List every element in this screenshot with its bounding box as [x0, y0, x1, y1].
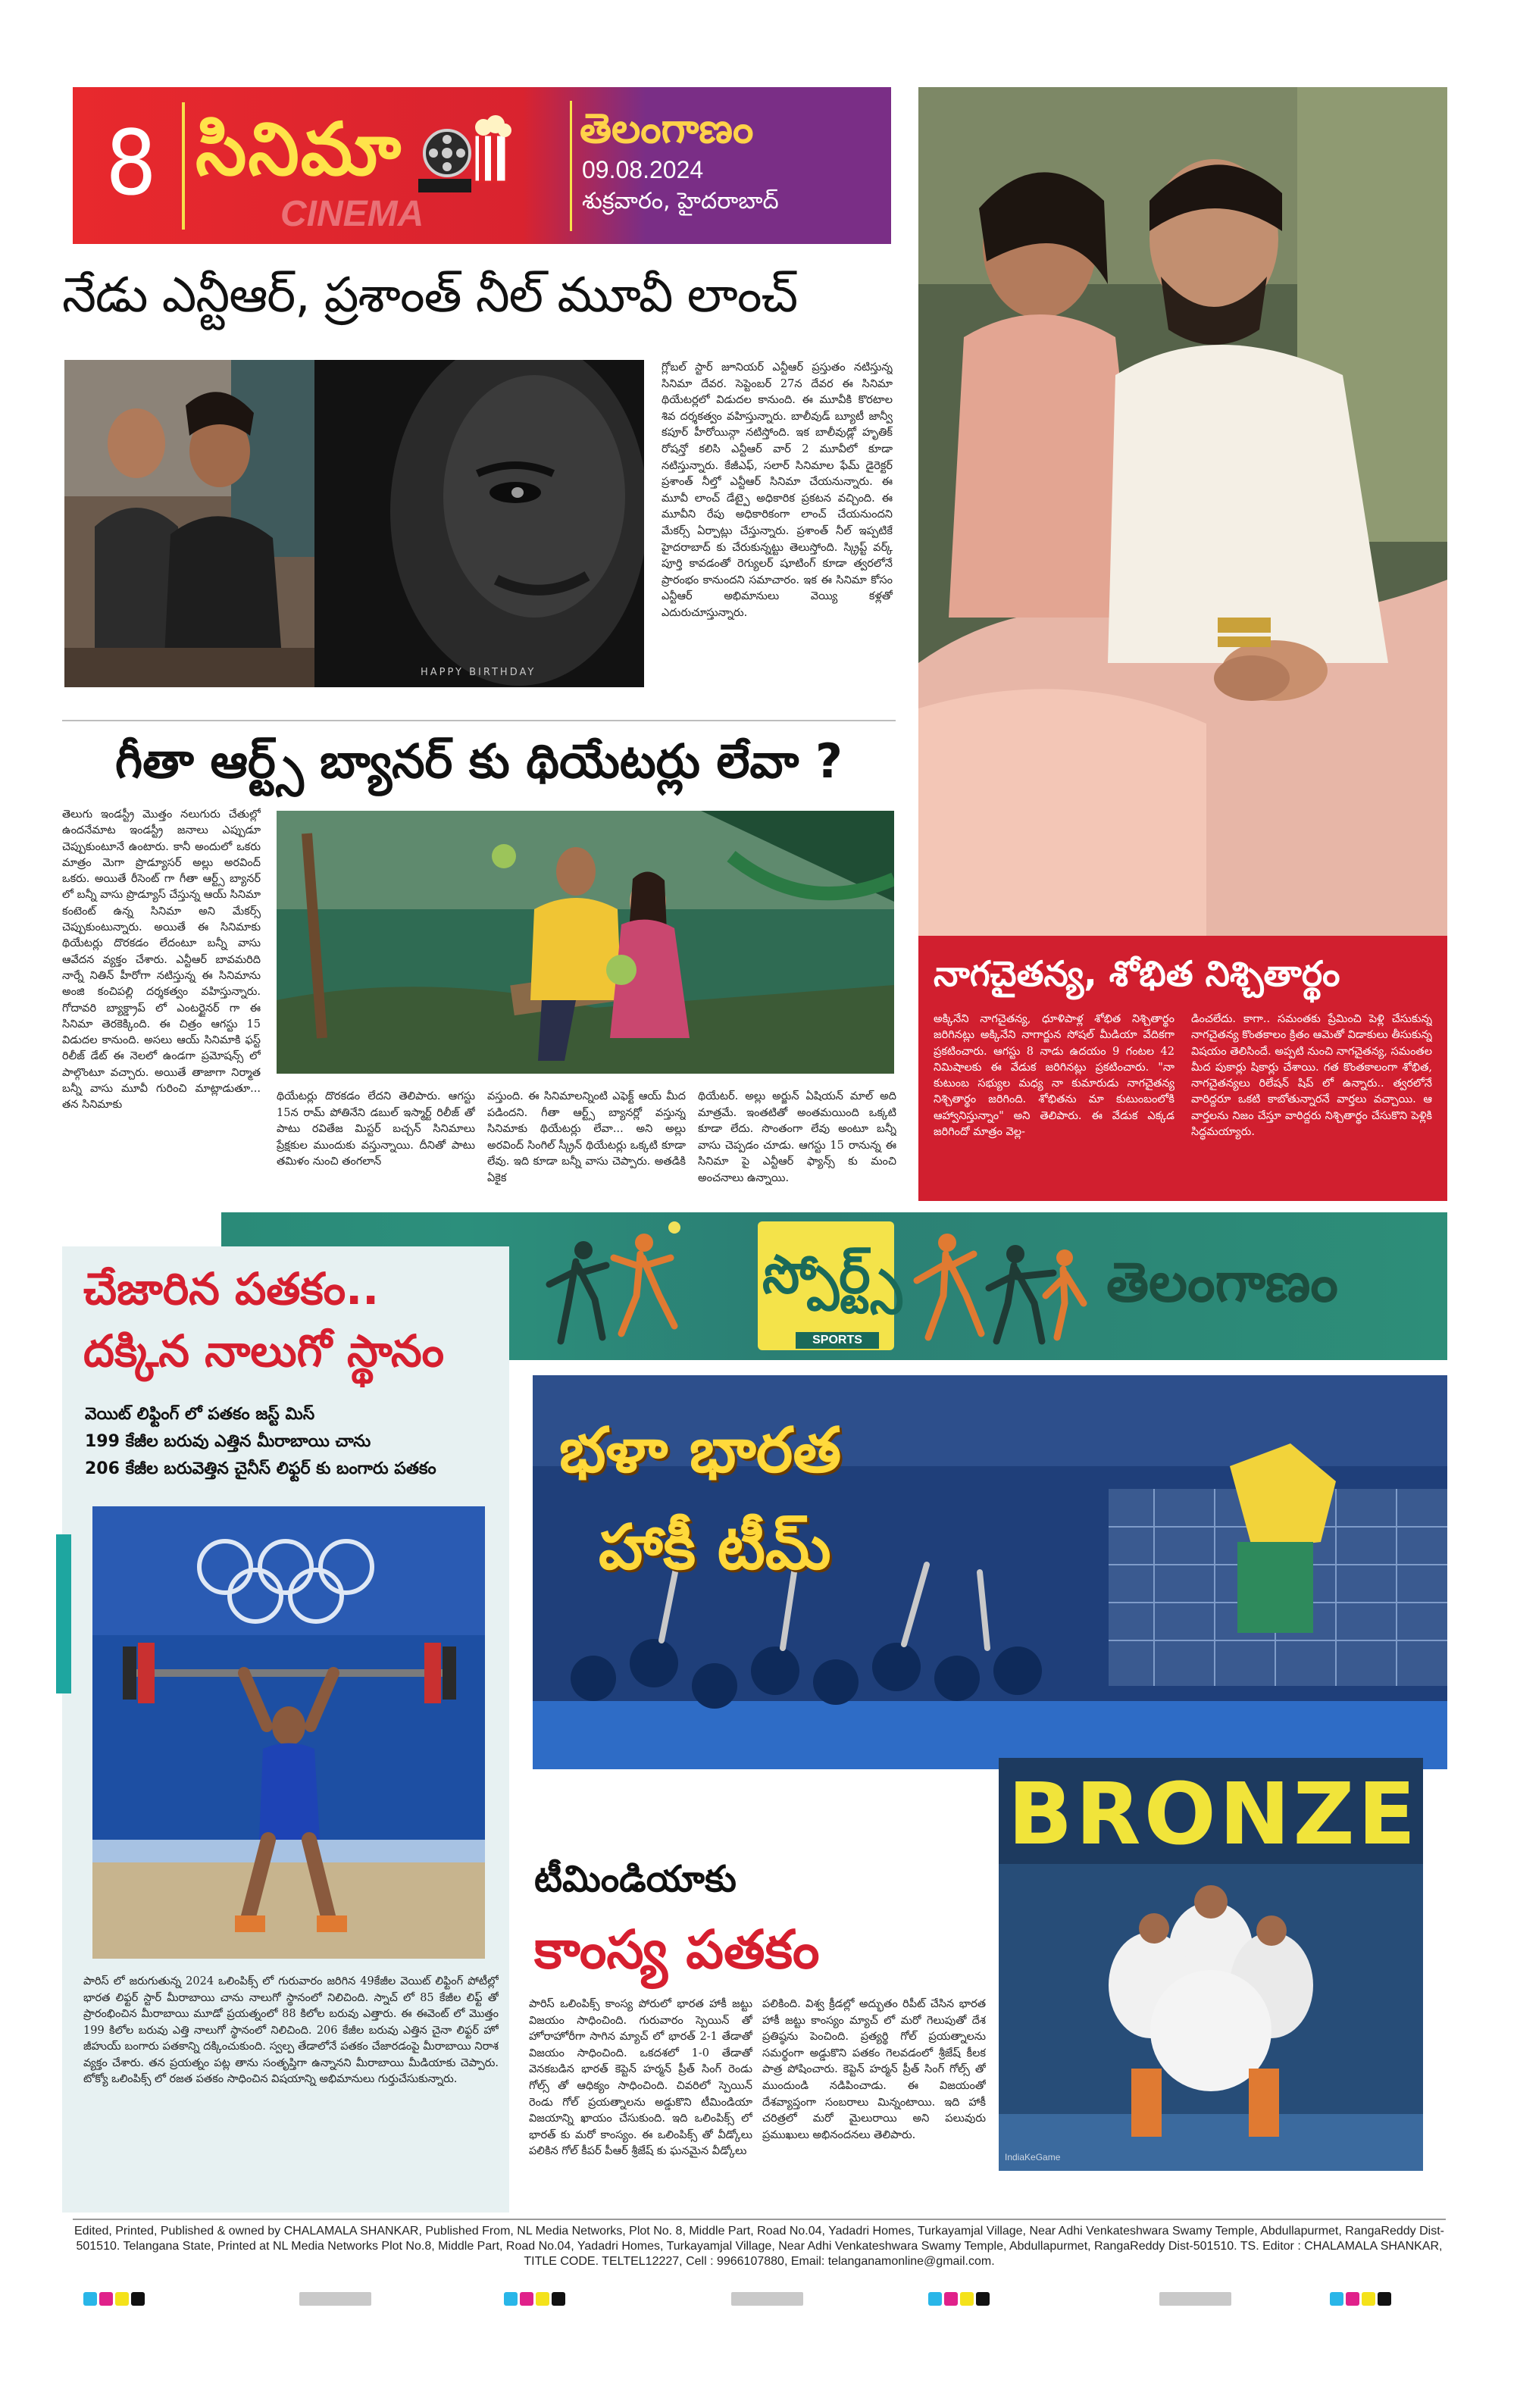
masthead-divider: [182, 102, 185, 230]
weightlifting-body: పారిస్ లో జరుగుతున్న 2024 ఒలింపిక్స్ లో గురువారం జరిగిన 49కేజీల వెయిట్ లిఫ్టింగ్ పోటీల్లో భారత లిఫ్టర్ స్టార్ మీరాబాయి చాను నాలుగో స్థానంలో నిలిచింది. స్నాచ్ లో 85 కేజీల లిఫ్ట్ తో ప్రారంభించిన మీరాబాయి మూడో ప్రయత్నంలో 88 కిలోల బరువు ఎత్తారు. ఈ ఈవెంట్ లో మొత్తం 199 కిలోల బరువు ఎత్తి నాలుగో స్థానంలో నిలిచింది. 206 కేజీల బరువు ఎత్తిన చైనా లిఫ్టర్ హో జీహుయ్ బంగారు పతకాన్ని దక్కించుకుంది. స్వల్ప తేడాలోనే పతకం చేజారడంపై మీరాబాయి నిరాశ వ్యక్తం చేశారు. తన ప్రయత్నం పట్ల తాను సంతృప్తిగా ఉన్నానని మీరాబాయి మీడియాకు చెప్పారు. టోక్యో ఒలింపిక్స్ లో రజత పతకం సాధించిన విషయాన్ని అభిమానులు గుర్తుచేసుకున్నారు.: [83, 1975, 499, 2085]
grey-registration-bar: [299, 2292, 371, 2306]
issue-date: 09.08.2024: [582, 156, 704, 183]
paper-name: తెలంగాణం: [580, 105, 754, 152]
hockey-body-col-2: పలికింది. విశ్వ క్రీడల్లో అద్భుతం రిపీట్ చేసిన భారత హాకీ జట్టు కాంస్యం మ్యాచ్ లో మరో గెలుపుతో దేశ ప్రతిష్ఠను పెంచింది. ప్రత్యర్థి గోల్ ప్రయత్నాలను సమర్థంగా అడ్డుకొని పతకం గెలవడంలో శ్రీజేష్ కీలక పాత్ర పోషించారు. కెప్టెన్ హర్మన్ ప్రీత్ సింగ్ గోల్స్ తో ముందుండి నడిపించాడు. ఈ విజయంతో దేశవ్యాప్తంగా సంబరాలు మిన్నంటాయి. ఇది హాకీ చరిత్రలో మరో మైలురాయి అని పలువురు ప్రముఖులు అభినందనలు తెలిపారు.: [762, 1998, 986, 2141]
sports-paper-name: తెలంగాణం: [1106, 1250, 1338, 1314]
color-registration-mark: [1330, 2292, 1391, 2306]
hockey-headline-1: భళా భారత: [559, 1415, 842, 1487]
sports-title: స్పోర్ట్స్: [762, 1243, 902, 1306]
geetha-headline: గీతా ఆర్ట్స్ బ్యానర్ కు థియేటర్లు లేవా ?: [115, 733, 843, 789]
geetha-body-col-3: థియేటర్. అల్లు అర్జున్ ఏషియన్ మాల్ అది మాత్రమే. ఇంతటితో అంతమయింది ఒక్కటి కూడా లేదు. సొంతంగా లేవు అంటూ బన్నీ వాసు చెప్పడం చూడు. ఆగస్టు 15 రానున్న ఈ సినిమా పై ఎన్టీఆర్ ఫ్యాన్స్ కు మంచి అంచనాలు ఉన్నాయి.: [698, 1090, 896, 1184]
hockey-headline-2: హాకీ టీమ్: [599, 1512, 831, 1584]
panel-accent-bar: [56, 1534, 71, 1693]
section-rule: [62, 720, 896, 721]
ntr-neel-photo: [64, 360, 314, 687]
players-illustration: [902, 1212, 1099, 1360]
engagement-photo: [918, 87, 1447, 936]
color-registration-mark: [504, 2292, 565, 2306]
weightlifting-headline-2: దక్కిన నాలుగో స్థానం: [83, 1325, 445, 1377]
color-registration-mark: [83, 2292, 145, 2306]
sports-tag: SPORTS: [796, 1332, 879, 1349]
ntr-poster-photo: [314, 360, 644, 687]
footer-rule: [73, 2219, 1446, 2220]
geetha-body-col-1: థియేటర్లు దొరకడం లేదని తెలిపారు. ఆగస్టు 15న రామ్ పోతినేని డబుల్ ఇస్మార్ట్ రిలీజ్ తో పాటు రవితేజ మిస్టర్ బచ్చన్ సినిమాలు ప్రేక్షకుల ముందుకు వస్తున్నాయి. దీనితో పాటు తమిళం నుంచి తంగలాన్: [277, 1090, 475, 1168]
section-title: సినిమా: [195, 107, 403, 192]
section-subtitle: CINEMA: [280, 194, 424, 234]
engagement-body-col-2: డించలేదు. కాగా.. సమంతకు ప్రేమించి పెళ్లి చేసుకున్న నాగచైతన్య కొంతకాలం క్రితం ఆమెతో విడాకులు తీసుకున్న విషయం తెలిసిందే. అప్పటి నుంచి నాగచైతన్య, సమంతల మీద పుకార్లు షికార్లు చేశాయి. గత కొంతకాలంగా శోభిత, నాగచైతన్యలు రిలేషన్ షిప్ లో ఉన్నారు.. త్వరలోనే వారిద్దరూ ఒకటి కాబోతున్నారనే వార్తలు వచ్చాయి. ఆ వార్తలను నిజం చేస్తూ వారిద్దరు నిశ్చితార్థం చేసుకొని పెళ్లికి సిద్ధమయ్యారు.: [1191, 1013, 1432, 1139]
weightlifting-subhead-1: వెయిట్ లిఫ్టింగ్ లో పతకం జస్ట్ మిస్: [85, 1405, 315, 1424]
ntr-headline: నేడు ఎన్టీఆర్, ప్రశాంత్ నీల్ మూవీ లాంచ్: [62, 267, 798, 324]
hockey-body-col-1: పారిస్ ఒలింపిక్స్ కాంస్య పోరులో భారత హాకీ జట్టు విజయం సాధించింది. గురువారం స్పెయిన్ తో హోరాహోరీగా సాగిన మ్యాచ్ లో భారత్ 2-1 తేడాతో విజయం సాధించింది. ఒకదశలో 1-0 తేడాతో వెనకబడిన భారత్ కెప్టెన్ హర్మన్ ప్రీత్ సింగ్ రెండు గోల్స్ తో ఆధిక్యం సాధించింది. చివరిలో స్పెయిన్ రెండు గోల్ ప్రయత్నాలను అడ్డుకొని టీమిండియా విజయాన్ని ఖాయం చేసుకుంది. ఇది ఒలింపిక్స్ లో భారత్ కు మరో కాంస్యం. ఈ ఒలింపిక్స్ తో వీడ్కోలు పలికిన గోల్ కీపర్ పీఆర్ శ్రీజేష్ కు ఘనమైన వీడ్కోలు: [529, 1998, 752, 2158]
hockey-subhead: టీమిండియాకు: [534, 1858, 737, 1900]
grey-registration-bar: [1159, 2292, 1231, 2306]
poster-caption: HAPPY BIRTHDAY: [421, 667, 536, 678]
hockey-bronze-headline: కాంస్య పతకం: [534, 1919, 820, 1981]
grey-registration-bar: [731, 2292, 803, 2306]
weightlifter-photo: [92, 1506, 485, 1959]
ntr-body-text: గ్లోబల్ స్టార్ జూనియర్ ఎన్టీఆర్ ప్రస్తుతం నటిస్తున్న సినిమా దేవర. సెప్టెంబర్ 27న దేవర ఈ సినిమా థియేటర్లలో విడుదల కానుంది. ఈ మూవీకి కొరటాల శివ దర్శకత్వం వహిస్తున్నారు. బాలీవుడ్ బ్యూటీ జాన్వీ కపూర్ హీరోయిన్గా నటిస్తోంది. ఇక బాలీవుడ్లో హృతిక్ రోషన్తో కలిసి ఎన్టీఆర్ వార్ 2 మూవీలో కూడా నటిస్తున్నారు. కేజీఎఫ్, సలార్ సినిమాల ఫేమ్ డైరెక్టర్ ప్రశాంత్ నీల్తో ఎన్టీఆర్ సినిమా చేయనున్నారు. ఈ మూవీ లాంచ్ డేట్పై అధికారిక ప్రకటన వచ్చింది. ఈ మూవీని రేపు అధికారికంగా లాంచ్ చేయనుందని మేకర్స్ ఏర్పాట్లు చేస్తున్నారు. ప్రశాంత్ నీల్ ఇప్పటికే హైదరాబాద్ కు చేరుకున్నట్టు తెలుస్తోంది. స్క్రిప్ట్ వర్క్ పూర్తి కావడంతో రెగ్యులర్ షూటింగ్ కూడా త్వరలోనే ప్రారంభం కానుందని సమాచారం. ఇక ఈ సినిమా కోసం ఎన్టీఆర్ అభిమానులు వెయ్యి కళ్లతో ఎదురుచూస్తున్నారు.: [662, 361, 893, 619]
athletes-illustration: [530, 1212, 697, 1360]
engagement-headline: నాగచైతన్య, శోభిత నిశ్చితార్థం: [934, 953, 1340, 994]
masthead-divider-right: [570, 101, 572, 231]
weightlifting-subhead-2: 199 కేజీల బరువు ఎత్తిన మీరాబాయి చాను: [85, 1432, 371, 1451]
film-reel-icon: [415, 106, 521, 197]
photo-credit: IndiaKeGame: [1005, 2152, 1061, 2163]
bronze-wordmark: BRONZE: [1008, 1765, 1419, 1864]
geetha-body-left: తెలుగు ఇండస్ట్రీ మొత్తం నలుగురు చేతుల్లో ఉందనేమాట ఇండస్ట్రీ జనాలు ఎప్పుడూ చెప్పుకుంటూనే ఉంటారు. కానీ అందులో ఒకరు మాత్రం మెగా ప్రొడ్యూసర్ అల్లు అరవింద్ ఒకరు. అయితే రీసెంట్ గా గీతా ఆర్ట్స్ బ్యానర్ లో బన్నీ వాసు ప్రొడ్యూస్ చేస్తున్న ఆయ్ సినిమా కంటెంట్ ఉన్న సినిమా అని మేకర్స్ చెప్పుకుంటున్నారు. అయితే ఈ సినిమాకు థియేటర్లు దొరకడం లేదంటూ బన్నీ వాసు ఆవేదన వ్యక్తం చేశారు. ఎన్టీఆర్ బావమరిది నార్నే నితిన్ హీరోగా నటిస్తున్న ఈ సినిమాను అంజి కంచిపల్లి దర్శకత్వం వహిస్తున్నారు. గోదావరి బ్యాక్డ్రాప్ లో ఎంటర్టైనర్ గా ఈ సినిమా తెరకెక్కింది. ఈ చిత్రం ఆగస్టు 15 విడుదల కానుంది. అసలు ఆయ్ సినిమాకి ఫస్ట్ రిలీజ్ డేట్ ఈ నెలలో ఉండగా ప్రమోషన్స్ లో పాల్గొంటూ వచ్చారు. అయితే తాజాగా నిర్మాత బన్నీ వాసు మూవీ గురించి మాట్లాడుతూ... తన సినిమాకు: [62, 808, 261, 1112]
issue-day-city: శుక్రవారం, హైదరాబాద్: [582, 188, 779, 214]
engagement-body-col-1: అక్కినేని నాగచైతన్య, ధూళిపాళ్ల శోభిత నిశ్చితార్థం జరిగినట్లు అక్కినేని నాగార్జున సోషల్ మీడియా వేదికగా ప్రకటించారు. ఆగస్టు 8 నాడు ఉదయం 9 గంటల 42 నిమిషాలకు ఈ వేడుక జరిగినట్లు ప్రకటించారు. "నా కుటుంబ సభ్యుల మధ్య నా కుమారుడు నాగచైతన్య నిశ్చితార్థం జరిగింది. శోభితను మా కుటుంబంలోకి ఆహ్వానిస్తున్నాం" అని తెలిపారు. ఈ వేడుక ఎక్కడ జరిగిందో మాత్రం వెల్ల-: [934, 1013, 1175, 1139]
aay-movie-photo: [277, 811, 894, 1074]
weightlifting-headline-1: చేజారిన పతకం..: [83, 1263, 380, 1315]
color-registration-mark: [928, 2292, 990, 2306]
page-number: 8: [105, 111, 157, 215]
imprint-line: Edited, Printed, Published & owned by CHALAMALA SHANKAR, Published From, NL Media Networks, Plot No. 8, Middle Part, Road No.04, Yadadri Homes, Turkayamjal Village, Near Adhi Venkateshwara Swamy Temple, Abdullapurmet, RangaReddy Dist-501510. Telangana State, Printed at NL Media Networks Plot No.8, Middle Part, Road No.04, Yadadri Homes, Turkayamjal Village, Near Adhi Venkateshwara Swamy Temple, Abdullapurmet, RangaReddy Dist-501510. TS. Editor : CHALAMALA SHANKAR, TITLE CODE. TELTEL12227, Cell : 9966107880, Email: telanganamonline@gmail.com.: [74, 2225, 1444, 2268]
weightlifting-subhead-3: 206 కేజీల బరువెత్తిన చైనీస్ లిఫ్టర్ కు బంగారు పతకం: [85, 1459, 436, 1478]
geetha-body-col-2: వస్తుంది. ఈ సినిమాలన్నింటి ఎఫెక్ట్ ఆయ్ మీద పడిందని. గీతా ఆర్ట్స్ బ్యానర్లో వస్తున్న సినిమాకు థియేటర్లు లేవా... అని అల్లు అరవింద్ సింగిల్ స్క్రీన్ థియేటర్లు ఒక్కటి కూడా లేవు. ఇది కూడా బన్నీ వాసు చెప్పారు. అతడికి ఏకైక: [487, 1090, 686, 1184]
